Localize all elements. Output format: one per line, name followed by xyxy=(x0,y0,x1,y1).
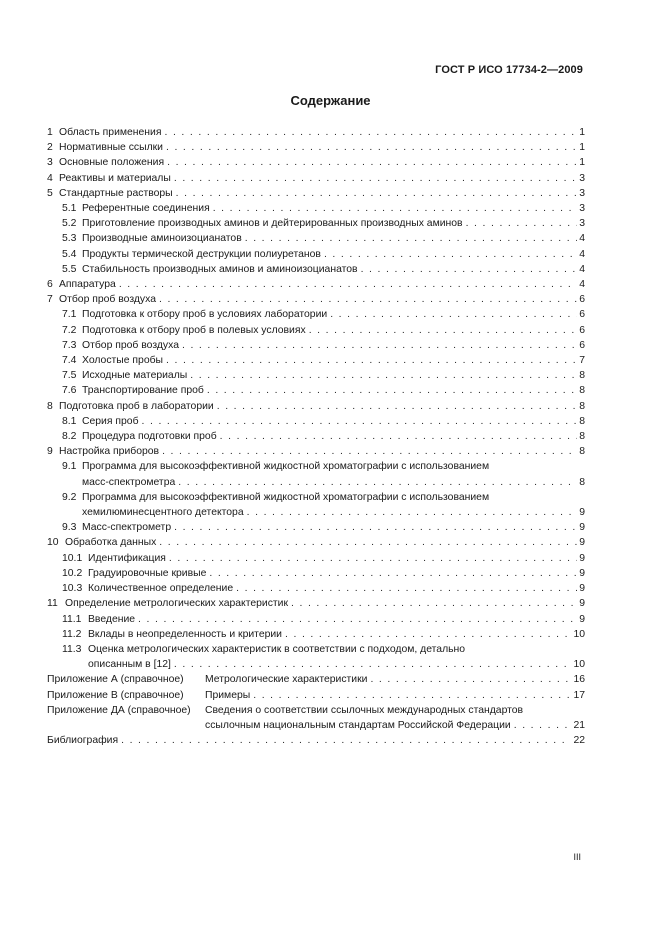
dot-leader xyxy=(370,672,571,687)
toc-number: 7.3 xyxy=(62,339,77,351)
toc-entry[interactable] xyxy=(47,323,585,338)
dot-leader xyxy=(176,186,578,201)
toc-number: 9.3 xyxy=(62,522,77,534)
toc-entry[interactable] xyxy=(47,612,585,627)
dot-leader xyxy=(138,612,577,627)
toc-number: 5.4 xyxy=(62,248,77,260)
toc-number: 6 xyxy=(47,279,53,291)
toc-entry[interactable] xyxy=(47,581,585,596)
toc-entry[interactable] xyxy=(47,566,585,581)
toc-title: Аппаратура xyxy=(59,279,116,291)
toc-page: 8 xyxy=(579,431,585,443)
toc-entry[interactable] xyxy=(47,140,585,155)
toc-title: Библиография xyxy=(47,735,119,747)
dot-leader xyxy=(164,125,577,140)
dot-leader xyxy=(162,444,577,459)
toc-page: 8 xyxy=(579,370,585,382)
toc-entry[interactable] xyxy=(47,201,585,216)
toc-page: 4 xyxy=(579,263,585,275)
toc-number: 7.6 xyxy=(62,385,77,397)
toc-entry[interactable] xyxy=(47,596,585,611)
dot-leader xyxy=(174,657,572,672)
toc-title: Приготовление производных аминов и дейтерированных производных аминов xyxy=(82,218,463,230)
toc-page: 6 xyxy=(579,294,585,306)
toc-entry[interactable] xyxy=(47,551,585,566)
toc-number: 1 xyxy=(47,127,53,138)
toc-page: 10 xyxy=(573,628,585,640)
page-number: III xyxy=(573,852,581,862)
toc-number: 7.1 xyxy=(62,309,77,321)
toc-page: 9 xyxy=(579,507,585,519)
toc-page: 1 xyxy=(579,142,585,154)
toc-title: Стабильность производных аминов и аминоизоцианатов xyxy=(82,263,358,275)
toc-page: 8 xyxy=(579,385,585,397)
toc-entry[interactable] xyxy=(47,383,585,398)
toc-entry[interactable] xyxy=(47,307,585,322)
toc-title-line-2: ссылочным национальным стандартам Российской Федерации xyxy=(205,719,511,731)
toc-title: Референтные соединения xyxy=(82,203,210,215)
toc-page: 8 xyxy=(579,476,585,488)
toc-entry[interactable] xyxy=(47,186,585,201)
dot-leader xyxy=(142,414,578,429)
toc-title-line-1: Программа для высокоэффективной жидкостной хроматографии с использованием xyxy=(82,491,490,503)
dot-leader xyxy=(190,368,577,383)
toc-appendix-entry[interactable] xyxy=(47,703,585,733)
dot-leader xyxy=(245,231,577,246)
toc-entry[interactable] xyxy=(47,353,585,368)
toc-entry[interactable] xyxy=(47,292,585,307)
toc-number: 7.5 xyxy=(62,370,77,382)
toc-number: 5.3 xyxy=(62,233,77,245)
dot-leader xyxy=(119,277,577,292)
toc-title: Подготовка к отбору проб в полевых условиях xyxy=(82,324,306,336)
toc-entry[interactable] xyxy=(47,490,585,520)
toc-page: 9 xyxy=(579,522,585,534)
toc-page: 8 xyxy=(579,415,585,427)
toc-page: 9 xyxy=(579,598,585,610)
toc-title: Отбор проб воздуха xyxy=(82,339,179,351)
toc-appendix-entry[interactable] xyxy=(47,672,585,687)
toc-title: Идентификация xyxy=(88,552,166,564)
toc-number: 11 xyxy=(47,598,58,610)
dot-leader xyxy=(253,688,571,703)
toc-number: 5.2 xyxy=(62,218,77,230)
toc-page: 3 xyxy=(579,203,585,215)
toc-entry[interactable] xyxy=(47,247,585,262)
toc-title: Холостые пробы xyxy=(82,355,164,367)
toc-title-line-2: описанным в [12] xyxy=(88,659,171,671)
toc-entry[interactable] xyxy=(47,399,585,414)
toc-page: 21 xyxy=(573,719,585,731)
toc-page: 4 xyxy=(579,248,585,260)
dot-leader xyxy=(159,292,577,307)
dot-leader xyxy=(166,140,577,155)
page-title: Содержание xyxy=(290,93,371,108)
toc-number: 8.2 xyxy=(62,431,77,443)
toc-number: 11.1 xyxy=(62,613,82,625)
toc-number: 4 xyxy=(47,172,53,184)
toc-page: 7 xyxy=(579,355,585,367)
toc-entry[interactable] xyxy=(47,535,585,550)
toc-title: Метрологические характеристики xyxy=(205,674,368,686)
toc-title: Серия проб xyxy=(82,415,139,427)
toc-entry[interactable] xyxy=(47,262,585,277)
dot-leader xyxy=(178,475,577,490)
dot-leader xyxy=(291,596,577,611)
toc-title: Подготовка к отбору проб в условиях лаборатории xyxy=(82,309,328,321)
toc-appendix-entry[interactable] xyxy=(47,688,585,703)
toc-page: 9 xyxy=(579,567,585,579)
toc-entry[interactable] xyxy=(47,368,585,383)
toc-entry[interactable] xyxy=(47,231,585,246)
toc-entry[interactable] xyxy=(47,414,585,429)
toc-title: Количественное определение xyxy=(88,583,234,595)
dot-leader xyxy=(121,733,571,748)
dot-leader xyxy=(207,383,577,398)
toc-number: 11.3 xyxy=(62,643,82,655)
dot-leader xyxy=(182,338,577,353)
dot-leader xyxy=(361,262,578,277)
toc-title: Отбор проб воздуха xyxy=(59,294,156,306)
toc-entry[interactable] xyxy=(47,125,585,140)
toc-number: 10 xyxy=(47,537,59,549)
toc-title: Определение метрологических характеристик xyxy=(65,598,289,610)
dot-leader xyxy=(514,718,572,733)
toc-page: 9 xyxy=(579,613,585,625)
toc-title: Градуировочные кривые xyxy=(88,567,207,579)
toc-page: 9 xyxy=(579,537,585,549)
toc-entry[interactable] xyxy=(47,216,585,231)
toc-number: 11.2 xyxy=(62,628,82,640)
dot-leader xyxy=(217,399,578,414)
toc-title: Транспортирование проб xyxy=(82,385,204,397)
toc-number: 7 xyxy=(47,294,53,306)
dot-leader xyxy=(159,535,577,550)
toc-page: 1 xyxy=(579,127,585,138)
toc-entry[interactable] xyxy=(47,171,585,186)
toc-title: Исходные материалы xyxy=(82,370,188,382)
toc-entry[interactable] xyxy=(47,429,585,444)
toc-page: 8 xyxy=(579,400,585,412)
toc-number: 10.1 xyxy=(62,552,83,564)
toc-number: 2 xyxy=(47,142,53,154)
dot-leader xyxy=(174,520,577,535)
toc-number: 3 xyxy=(47,157,53,169)
toc-entry[interactable] xyxy=(47,627,585,642)
toc-page: 1 xyxy=(579,157,585,169)
toc-title: Реактивы и материалы xyxy=(59,172,171,184)
dot-leader xyxy=(309,323,578,338)
toc-entry[interactable] xyxy=(47,338,585,353)
toc-number: 9.1 xyxy=(62,461,77,473)
toc-number: 9.2 xyxy=(62,491,77,503)
toc-page: 16 xyxy=(573,674,585,686)
dot-leader xyxy=(247,505,578,520)
toc-page: 3 xyxy=(579,187,585,199)
toc-title-line-1: Оценка метрологических характеристик в соответствии с подходом, детально xyxy=(88,643,466,655)
dot-leader xyxy=(236,581,577,596)
dot-leader xyxy=(285,627,571,642)
toc-title-line-1: Сведения о соответствии ссылочных международных стандартов xyxy=(205,704,524,716)
toc-page: 4 xyxy=(579,233,585,245)
appendix-label: Приложение ДА (справочное) xyxy=(47,704,191,716)
toc-entry[interactable] xyxy=(47,733,585,748)
toc-title: Подготовка проб в лаборатории xyxy=(59,400,214,412)
table-of-contents xyxy=(47,125,585,748)
toc-page: 4 xyxy=(579,279,585,291)
toc-entry[interactable] xyxy=(47,277,585,292)
dot-leader xyxy=(166,353,577,368)
toc-title: Основные положения xyxy=(59,157,165,169)
toc-number: 5.1 xyxy=(62,203,77,215)
toc-title: Стандартные растворы xyxy=(59,187,173,199)
toc-number: 8.1 xyxy=(62,415,77,427)
toc-number: 8 xyxy=(47,400,53,412)
dot-leader xyxy=(167,155,577,170)
toc-page: 10 xyxy=(573,659,585,671)
toc-title: Настройка приборов xyxy=(59,446,160,458)
appendix-label: Приложение А (справочное) xyxy=(47,674,184,686)
toc-number: 7.4 xyxy=(62,355,77,367)
toc-number: 5 xyxy=(47,187,53,199)
toc-entry[interactable] xyxy=(47,155,585,170)
dot-leader xyxy=(330,307,577,322)
dot-leader xyxy=(220,429,578,444)
toc-page: 8 xyxy=(579,446,585,458)
toc-title: Примеры xyxy=(205,689,251,701)
toc-title: Производные аминоизоцианатов xyxy=(82,233,242,245)
toc-title: Продукты термической деструкции полиуретанов xyxy=(82,248,321,260)
dot-leader xyxy=(209,566,577,581)
toc-page: 17 xyxy=(573,689,585,701)
toc-number: 5.5 xyxy=(62,263,77,275)
toc-entry[interactable] xyxy=(47,444,585,459)
toc-title: Введение xyxy=(88,613,136,625)
toc-entry[interactable] xyxy=(47,520,585,535)
appendix-label: Приложение В (справочное) xyxy=(47,689,184,701)
dot-leader xyxy=(169,551,577,566)
toc-number: 10.2 xyxy=(62,567,83,579)
toc-entry[interactable] xyxy=(47,459,585,489)
toc-title: Процедура подготовки проб xyxy=(82,431,217,443)
dot-leader xyxy=(324,247,577,262)
toc-title: Обработка данных xyxy=(65,537,157,549)
toc-title: Масс-спектрометр xyxy=(82,522,172,534)
toc-number: 7.2 xyxy=(62,324,77,336)
document-id: ГОСТ Р ИСО 17734-2—2009 xyxy=(435,64,583,76)
toc-page: 3 xyxy=(579,172,585,184)
toc-page: 9 xyxy=(579,552,585,564)
dot-leader xyxy=(466,216,578,231)
toc-page: 6 xyxy=(579,324,585,336)
toc-page: 22 xyxy=(573,735,585,747)
toc-title: Область применения xyxy=(59,127,162,138)
toc-title-line-2: хемилюминесцентного детектора xyxy=(82,507,244,519)
toc-entry[interactable] xyxy=(47,642,585,672)
dot-leader xyxy=(174,171,577,186)
toc-page: 6 xyxy=(579,309,585,321)
toc-title-line-1: Программа для высокоэффективной жидкостной хроматографии с использованием xyxy=(82,461,490,473)
toc-page: 6 xyxy=(579,339,585,351)
toc-number: 9 xyxy=(47,446,53,458)
toc-page: 3 xyxy=(579,218,585,230)
toc-title: Вклады в неопределенность и критерии xyxy=(88,628,282,640)
dot-leader xyxy=(213,201,578,216)
toc-number: 10.3 xyxy=(62,583,83,595)
toc-page: 9 xyxy=(579,583,585,595)
toc-title-line-2: масс-спектрометра xyxy=(82,476,176,488)
toc-title: Нормативные ссылки xyxy=(59,142,163,154)
